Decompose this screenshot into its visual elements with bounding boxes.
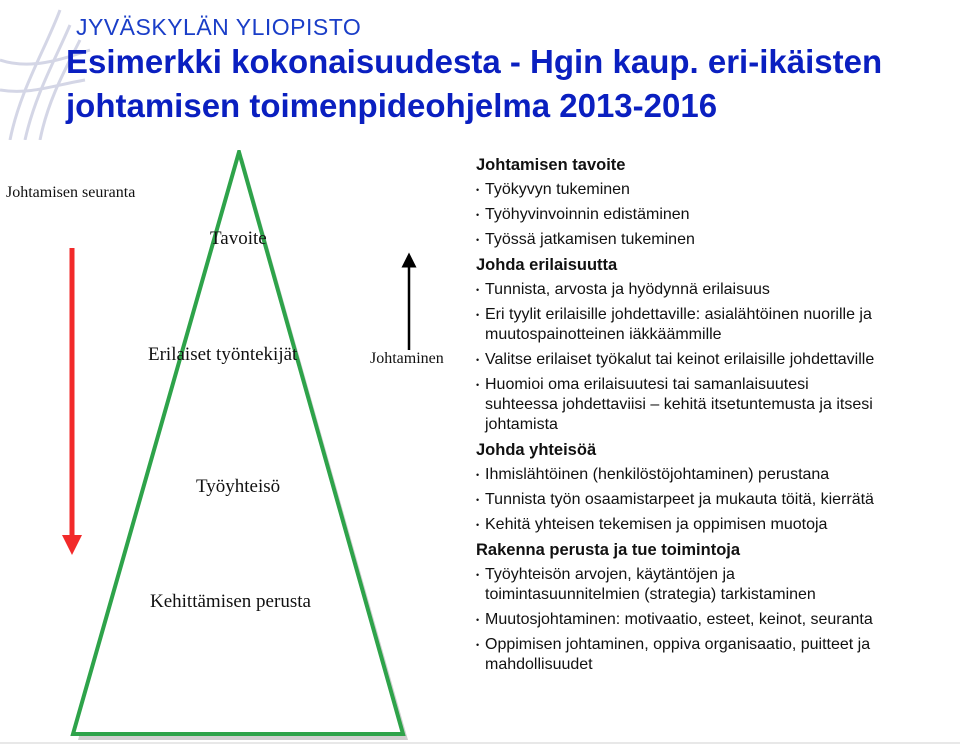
list-item bbox=[476, 350, 960, 370]
page-title bbox=[66, 40, 882, 128]
section-heading: Rakenna perusta ja tue toimintoja bbox=[476, 541, 741, 559]
list-item bbox=[476, 490, 960, 510]
item-text: Eri tyylit erilaisille johdettaville: asialähtöinen nuorille ja bbox=[485, 306, 872, 323]
section-heading: Johda yhteisöä bbox=[476, 441, 597, 459]
university-name: JYVÄSKYLÄN YLIOPISTO bbox=[76, 14, 362, 40]
level-label-goal: Tavoite bbox=[210, 228, 267, 249]
level-label-employees: Erilaiset työntekijät bbox=[148, 344, 298, 365]
list-item bbox=[476, 230, 960, 250]
item-text: johtamista bbox=[485, 416, 558, 433]
list-item bbox=[476, 375, 960, 435]
list-item bbox=[476, 305, 960, 345]
item-text: Huomioi oma erilaisuutesi tai samanlaisuutesi bbox=[485, 376, 809, 393]
item-text: Oppimisen johtaminen, oppiva organisaatio, puitteet ja bbox=[485, 636, 871, 653]
item-text: Työhyvinvoinnin edistäminen bbox=[485, 206, 690, 223]
item-text: Työkyvyn tukeminen bbox=[485, 181, 630, 198]
item-text: Muutosjohtaminen: motivaatio, esteet, keinot, seuranta bbox=[485, 611, 873, 628]
item-text: Tunnista työn osaamistarpeet ja mukauta töitä, kierrätä bbox=[485, 491, 874, 508]
item-text: Työyhteisön arvojen, käytäntöjen ja bbox=[485, 566, 735, 583]
level-label-work-community: Työyhteisö bbox=[196, 476, 281, 497]
list-item bbox=[476, 565, 960, 605]
item-text: suhteessa johdettaviisi – kehitä itsetuntemusta ja itsesi bbox=[485, 396, 873, 413]
title-line: johtamisen toimenpideohjelma 2013-2016 bbox=[66, 87, 718, 124]
list-item bbox=[476, 610, 960, 630]
level-label-foundation: Kehittämisen perusta bbox=[150, 591, 311, 612]
item-text: Kehitä yhteisen tekemisen ja oppimisen muotoja bbox=[485, 516, 828, 533]
list-item bbox=[476, 180, 960, 200]
title-line: Esimerkki kokonaisuudesta - Hgin kaup. eri-ikäisten bbox=[66, 43, 883, 80]
leadership-pyramid-diagram bbox=[0, 150, 470, 748]
list-item bbox=[476, 465, 960, 485]
list-item bbox=[476, 205, 960, 225]
leadership-label: Johtaminen bbox=[370, 350, 444, 367]
section-heading: Johtamisen tavoite bbox=[476, 156, 626, 174]
item-text: Työssä jatkamisen tukeminen bbox=[485, 231, 695, 248]
list-item bbox=[476, 280, 960, 300]
footer-divider bbox=[0, 742, 960, 744]
item-text: Valitse erilaiset työkalut tai keinot erilaisille johdettaville bbox=[485, 351, 875, 368]
list-item bbox=[476, 635, 960, 675]
section-heading: Johda erilaisuutta bbox=[476, 256, 618, 274]
item-text: Tunnista, arvosta ja hyödynnä erilaisuus bbox=[485, 281, 770, 298]
item-text: mahdollisuudet bbox=[485, 656, 593, 673]
list-item bbox=[476, 515, 960, 535]
item-text: Ihmislähtöinen (henkilöstöjohtaminen) perustana bbox=[485, 466, 830, 483]
item-text: toimintasuunnitelmien (strategia) tarkistaminen bbox=[485, 586, 816, 603]
monitoring-label: Johtamisen seuranta bbox=[6, 184, 136, 201]
item-text: muutospainotteinen iäkkäämmille bbox=[485, 326, 722, 343]
objectives-list bbox=[476, 155, 960, 680]
